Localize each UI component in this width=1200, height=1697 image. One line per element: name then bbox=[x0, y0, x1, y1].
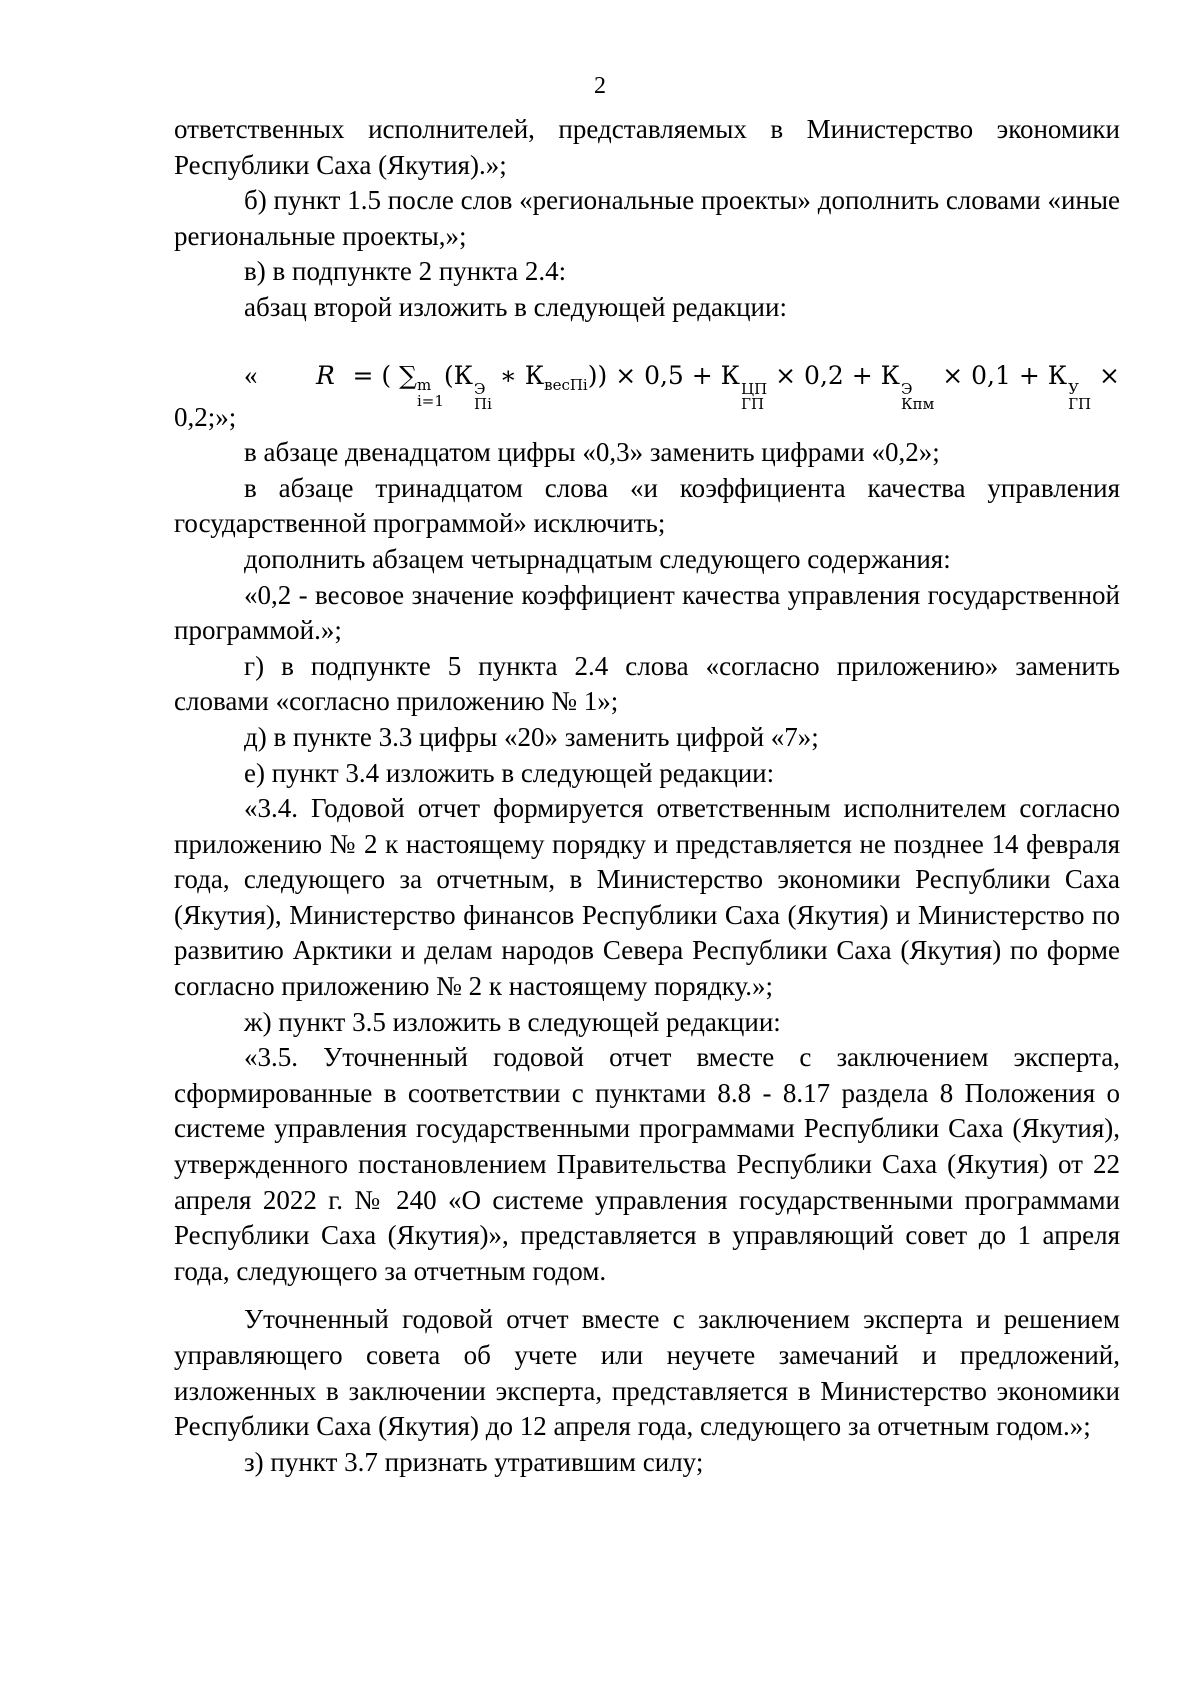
paragraph: Уточненный годовой отчет вместе с заключением эксперта и решением управляющего совета об учете или неучете замечаний и предложений, изложенных в заключении эксперта, представляется в Министерство экономики Республики Саха (Якутия) до 12 апреля года, следующего за отчетным годом.»; bbox=[174, 1304, 1120, 1442]
formula-sum-sup: m bbox=[416, 375, 432, 394]
paragraph: в абзаце тринадцатом слова «и коэффициента качества управления государственной программой» исключить; bbox=[174, 472, 1120, 539]
formula-k1-sub: Пi bbox=[474, 394, 492, 413]
paragraph: «3.4. Годовой отчет формируется ответственным исполнителем согласно приложению № 2 к настоящему порядку и представляется не позднее 14 февраля года, следующего за отчетным, в Министерство экономики Республики Саха (Якутия), Министерство финансов Республики Саха (Якутия) и Министерство по развитию Арктики и делам народов Севера Республики Саха (Якутия) по форме согласно приложению № 2 к настоящему порядку.»; bbox=[174, 793, 1120, 1002]
formula-k1-sup: Э bbox=[474, 379, 486, 398]
paragraphs-after bbox=[174, 435, 1120, 1480]
formula-k4-sup: Э bbox=[901, 379, 913, 398]
formula-part5: × bbox=[1091, 360, 1120, 390]
formula-tail: 0,2;»; bbox=[174, 401, 237, 432]
paragraph: в абзаце двенадцатом цифры «0,3» заменить цифрами «0,2»; bbox=[244, 437, 940, 468]
paragraph: «0,2 - весовое значение коэффициент качества управления государственной программой.»; bbox=[174, 579, 1120, 646]
formula-mul: ∗ К bbox=[491, 360, 545, 390]
paragraph: д) в пункте 3.3 цифры «20» заменить цифрой «7»; bbox=[244, 721, 819, 752]
paragraph: дополнить абзацем четырнадцатым следующего содержания: bbox=[244, 543, 951, 574]
formula-part4: × 0,1 + К bbox=[934, 360, 1068, 390]
paragraph: в) в подпункте 2 пункта 2.4: bbox=[244, 256, 567, 287]
formula-r: R bbox=[316, 360, 335, 390]
paragraph: ж) пункт 3.5 изложить в следующей редакции: bbox=[244, 1006, 781, 1037]
formula-k4-sub: Кпм bbox=[901, 394, 935, 413]
formula-k5-sub: ГП bbox=[1068, 394, 1092, 413]
formula-k1: (К bbox=[443, 360, 473, 390]
formula-k2-sub: весПi bbox=[544, 375, 588, 394]
formula-part2: )) × 0,5 + К bbox=[587, 360, 741, 390]
paragraph: е) пункт 3.4 изложить в следующей редакции: bbox=[244, 757, 775, 788]
formula-k3-sub: ГП bbox=[741, 394, 765, 413]
page-number: 2 bbox=[594, 73, 606, 99]
document-body bbox=[174, 112, 1120, 1480]
formula-line bbox=[174, 354, 1120, 413]
formula-sum-sub: i=1 bbox=[416, 391, 444, 410]
formula-part3: × 0,2 + К bbox=[767, 360, 900, 390]
paragraph: «3.5. Уточненный годовой отчет вместе с заключением эксперта, сформированные в соответствии с пунктами 8.8 - 8.17 раздела 8 Положения о системе управления государственными программами Республики Саха (Якутия), утвержденного постановлением Правительства Республики Саха (Якутия) от 22 апреля 2022 г. № 240 «О системе управления государственными программами Республики Саха (Якутия)», представляется в управляющий совет до 1 апреля года, следующего за отчетным годом. bbox=[174, 1042, 1120, 1286]
formula-k5-sup: У bbox=[1068, 379, 1079, 398]
paragraph: г) в подпункте 5 пункта 2.4 слова «согласно приложению» заменить словами «согласно приложению № 1»; bbox=[174, 650, 1120, 717]
paragraph: ответственных исполнителей, представляемых в Министерство экономики Республики Саха (Якутия).»; bbox=[174, 114, 1120, 180]
paragraph: з) пункт 3.7 признать утратившим силу; bbox=[244, 1446, 704, 1477]
paragraphs-before bbox=[174, 112, 1120, 326]
formula-eq-sum: = ( ∑ bbox=[352, 360, 417, 390]
formula-open-quote: « bbox=[244, 359, 258, 390]
paragraph: абзац второй изложить в следующей редакции: bbox=[244, 291, 787, 322]
formula-k3-sup: ЦП bbox=[741, 379, 768, 398]
formula bbox=[316, 358, 1120, 412]
paragraph: б) пункт 1.5 после слов «региональные проекты» дополнить словами «иные региональные проекты,»; bbox=[174, 185, 1120, 251]
